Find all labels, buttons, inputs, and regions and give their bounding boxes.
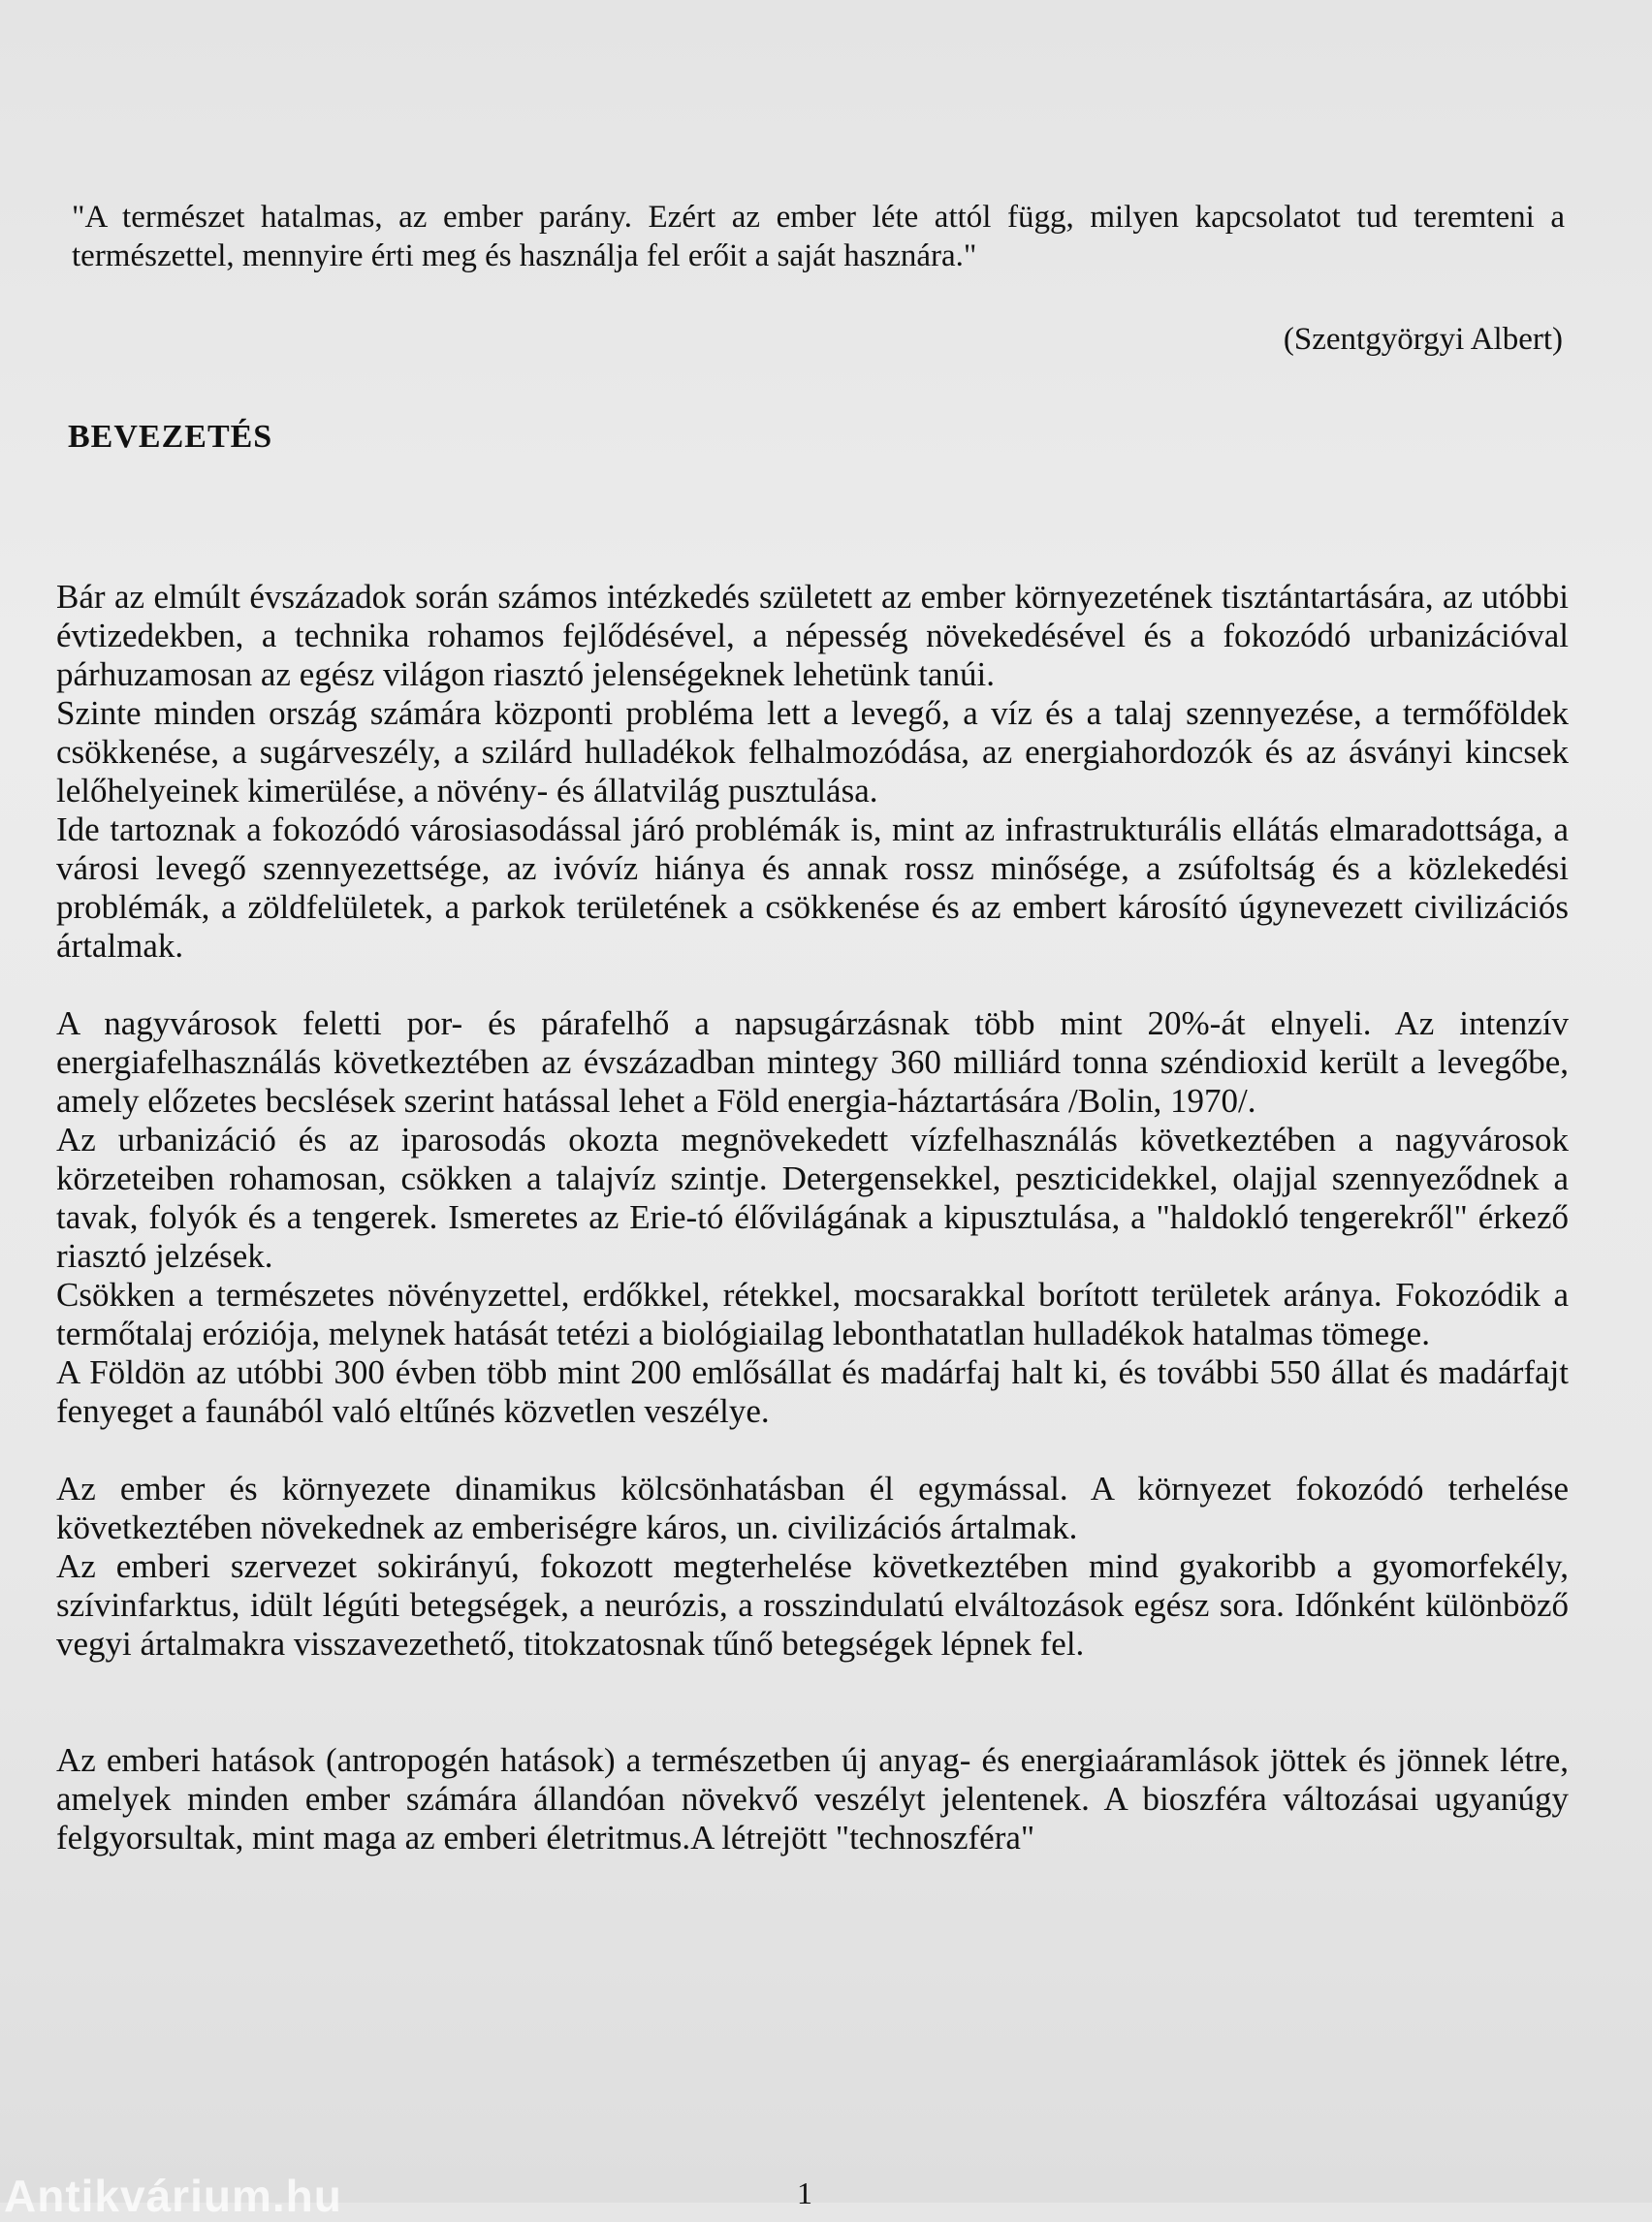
paragraph: Az emberi hatások (antropogén hatások) a természetben új anyag- és energiaáramlások jöttek és jönnek létre, amelyek minden ember számára állandóan növekvő veszélyt jelentenek. A bioszféra változásai ugyanúgy felgyorsultak, mint maga az emberi életritmus.A létrejött "technoszféra" xyxy=(56,1741,1569,1857)
body-text xyxy=(56,578,1569,1857)
paragraph: Az ember és környezete dinamikus kölcsönhatásban él egymással. A környezet fokozódó terhelése következtében növekednek az emberiségre káros, un. civilizációs ártalmak. xyxy=(56,1470,1569,1546)
paragraph: Az urbanizáció és az iparosodás okozta megnövekedett vízfelhasználás következtében a nagyvárosok körzeteiben rohamosan, csökken a talajvíz szintje. Detergensekkel, peszticidekkel, olajjal szennyeződnek a tavak, folyók és a tengerek. Ismeretes az Erie-tó élővilágának a kipusztulása, a "haldokló tengerekről" érkező riasztó jelzések. xyxy=(56,1121,1569,1275)
paragraph: A Földön az utóbbi 300 évben több mint 200 emlősállat és madárfaj halt ki, és további 550 állat és madárfajt fenyeget a faunából való eltűnés közvetlen veszélye. xyxy=(56,1353,1569,1430)
section-heading: BEVEZETÉS xyxy=(68,419,273,455)
paragraph: A nagyvárosok feletti por- és párafelhő a napsugárzásnak több mint 20%-át elnyeli. Az intenzív energiafelhasználás következtében az évszázadban mintegy 360 milliárd tonna széndioxid került a levegőbe, amely előzetes becslések szerint hatással lehet a Föld energia-háztartására /Bolin, 1970/. xyxy=(56,1004,1569,1120)
paragraph-gap xyxy=(56,1431,1569,1470)
paragraph: Bár az elmúlt évszázadok során számos intézkedés született az ember környezetének tisztántartására, az utóbbi évtizedekben, a technika rohamos fejlődésével, a népesség növekedésével és a fokozódó urbanizációval párhuzamosan az egész világon riasztó jelenségeknek lehetünk tanúi. xyxy=(56,578,1569,693)
epigraph-quote: "A természet hatalmas, az ember parány. Ezért az ember léte attól függ, milyen kapcsolatot tud teremteni a természettel, mennyire érti meg és használja fel erőit a saját hasznára." xyxy=(72,200,1565,273)
paragraph: Csökken a természetes növényzettel, erdőkkel, rétekkel, mocsarakkal borított területek aránya. Fokozódik a termőtalaj eróziója, melynek hatását tetézi a biológiailag lebonthatatlan hulladékok hatalmas tömege. xyxy=(56,1276,1569,1352)
paragraph-gap xyxy=(56,1664,1569,1741)
paragraph: Ide tartoznak a fokozódó városiasodással járó problémák is, mint az infrastrukturális ellátás elmaradottsága, a városi levegő szennyezettsége, az ivóvíz hiánya és annak rossz minősége, a zsúfoltság és a közlekedési problémák, a zöldfelületek, a parkok területének a csökkenése és az embert károsító úgynevezett civilizációs ártalmak. xyxy=(56,810,1569,965)
paragraph-gap xyxy=(56,966,1569,1004)
epigraph-attribution: (Szentgyörgyi Albert) xyxy=(1283,322,1563,357)
paragraph: Az emberi szervezet sokirányú, fokozott megterhelése következtében mind gyakoribb a gyomorfekély, szívinfarktus, idült légúti betegségek, a neurózis, a rosszindulatú elváltozások egész sora. Időnként különböző vegyi ártalmakra visszavezethető, titokzatosnak tűnő betegségek lépnek fel. xyxy=(56,1547,1569,1663)
page-number: 1 xyxy=(797,2175,812,2210)
watermark-logo: Antikvárium.hu xyxy=(4,2171,342,2221)
paragraph: Szinte minden ország számára központi probléma lett a levegő, a víz és a talaj szennyezése, a termőföldek csökkenése, a sugárveszély, a szilárd hulladékok felhalmozódása, az energiahordozók és az ásványi kincsek lelőhelyeinek kimerülése, a növény- és állatvilág pusztulása. xyxy=(56,694,1569,809)
